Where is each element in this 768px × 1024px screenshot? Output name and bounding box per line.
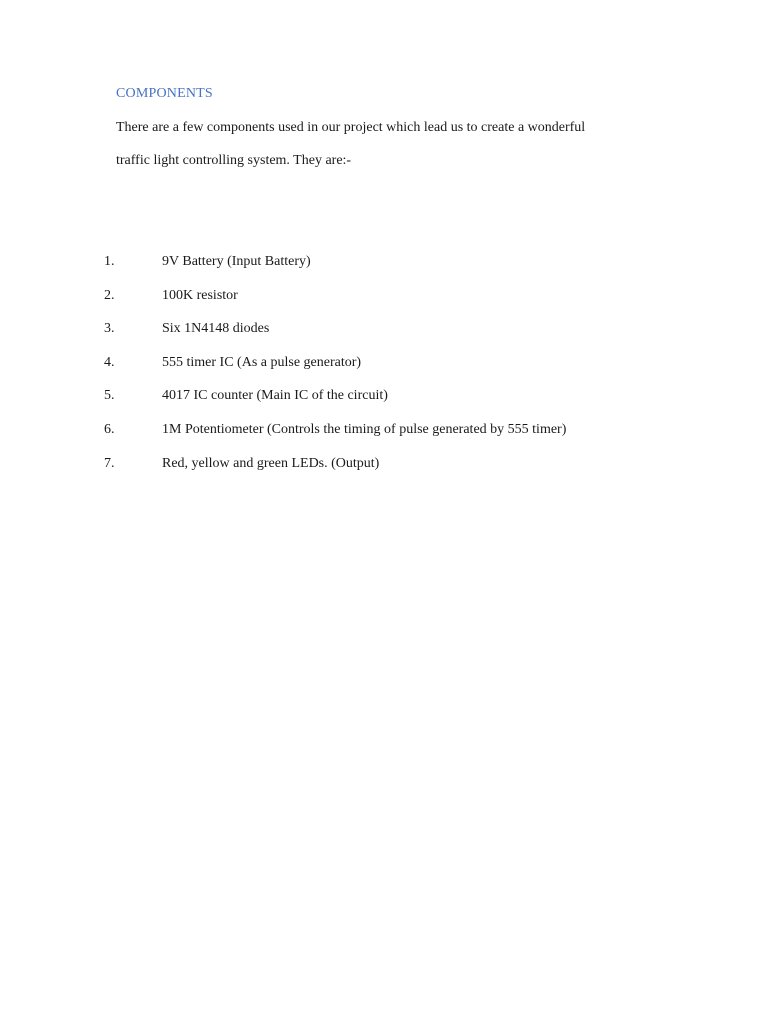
list-item-text: Six 1N4148 diodes: [162, 321, 270, 337]
list-item-text: 100K resistor: [162, 287, 238, 303]
list-item: [0, 288, 768, 322]
intro-paragraph-line-2: traffic light controlling system. They are:-: [116, 153, 352, 168]
list-item-number: 2.: [104, 287, 115, 303]
list-item-number: 4.: [104, 354, 115, 370]
list-item-text: 9V Battery (Input Battery): [162, 254, 311, 269]
list-item: [0, 355, 768, 389]
section-heading: COMPONENTS: [116, 86, 213, 101]
list-item: [0, 254, 768, 288]
list-item-number: 1.: [104, 254, 115, 269]
list-item-number: 5.: [104, 388, 115, 404]
components-list: [0, 254, 768, 489]
list-item-text: 4017 IC counter (Main IC of the circuit): [162, 388, 388, 404]
intro-paragraph-line-1: There are a few components used in our project which lead us to create a wonderful: [116, 120, 586, 135]
list-item-number: 3.: [104, 321, 115, 337]
list-item-number: 6.: [104, 421, 115, 437]
list-item: [0, 456, 768, 490]
list-item-text: 1M Potentiometer (Controls the timing of pulse generated by 555 timer): [162, 421, 567, 437]
list-item: [0, 422, 768, 456]
list-item-text: 555 timer IC (As a pulse generator): [162, 354, 362, 370]
list-item: [0, 321, 768, 355]
list-item-text: Red, yellow and green LEDs. (Output): [162, 455, 380, 471]
list-item: [0, 388, 768, 422]
list-item-number: 7.: [104, 455, 115, 471]
